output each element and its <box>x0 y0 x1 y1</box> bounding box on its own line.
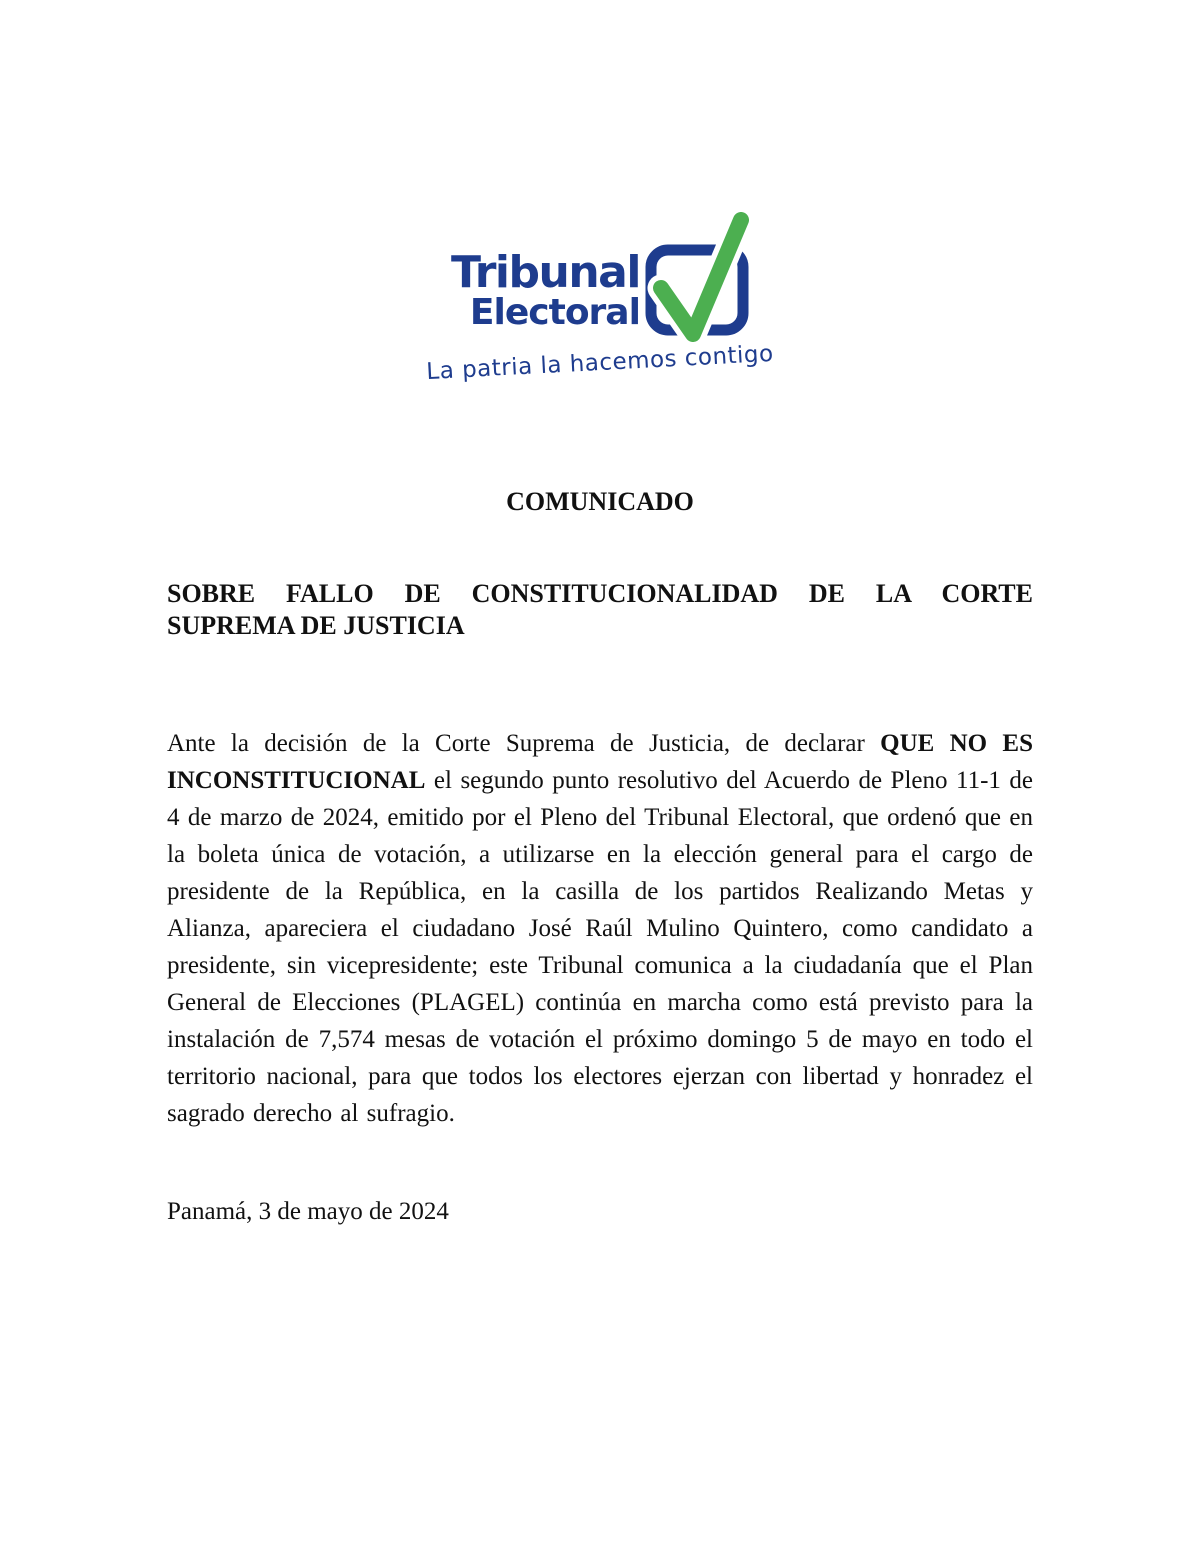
document-dateline: Panamá, 3 de mayo de 2024 <box>167 1198 449 1225</box>
logo-row <box>420 212 780 342</box>
paragraph-rest: el segundo punto resolutivo del Acuerdo de Pleno 11-1 de 4 de marzo de 2024, emitido por el Pleno del Tribunal Electoral, que ordenó que en la boleta única de votación, a utilizarse en la elección general para el cargo de presidente de la República, en la casilla de los partidos Realizando Metas y Alianza, apareciera el ciudadano José Raúl Mulino Quintero, como candidato a presidente, sin vicepresidente; este Tribunal comunica a la ciudadanía que el Plan General de Elecciones (PLAGEL) continúa en marcha como está previsto para la instalación de 7,574 mesas de votación el próximo domingo 5 de mayo en todo el territorio nacional, para que todos los electores ejerzan con libertad y honradez el sagrado derecho al sufragio. <box>167 767 1033 1127</box>
document-body-paragraph <box>167 725 1033 1132</box>
logo-wordmark-line2: Electoral <box>469 292 640 333</box>
document-subtitle <box>167 578 1033 642</box>
document-title: COMUNICADO <box>506 487 694 516</box>
ballot-check-icon <box>645 212 749 342</box>
tribunal-electoral-logo <box>420 212 780 386</box>
document-subtitle-line1: SOBRE FALLO DE CONSTITUCIONALIDAD DE LA CORTE <box>167 579 1033 608</box>
logo-wordmark <box>451 247 640 333</box>
paragraph-emphasis: QUE NO ES INCONSTITUCIONAL <box>167 730 1033 794</box>
document-subtitle-line2: SUPREMA DE JUSTICIA <box>167 611 465 640</box>
paragraph-lead: Ante la decisión de la Corte Suprema de Justicia, de declarar <box>167 730 881 757</box>
logo-tagline: La patria la hacemos contigo <box>425 340 775 386</box>
logo-wordmark-line1: Tribunal <box>451 247 640 298</box>
